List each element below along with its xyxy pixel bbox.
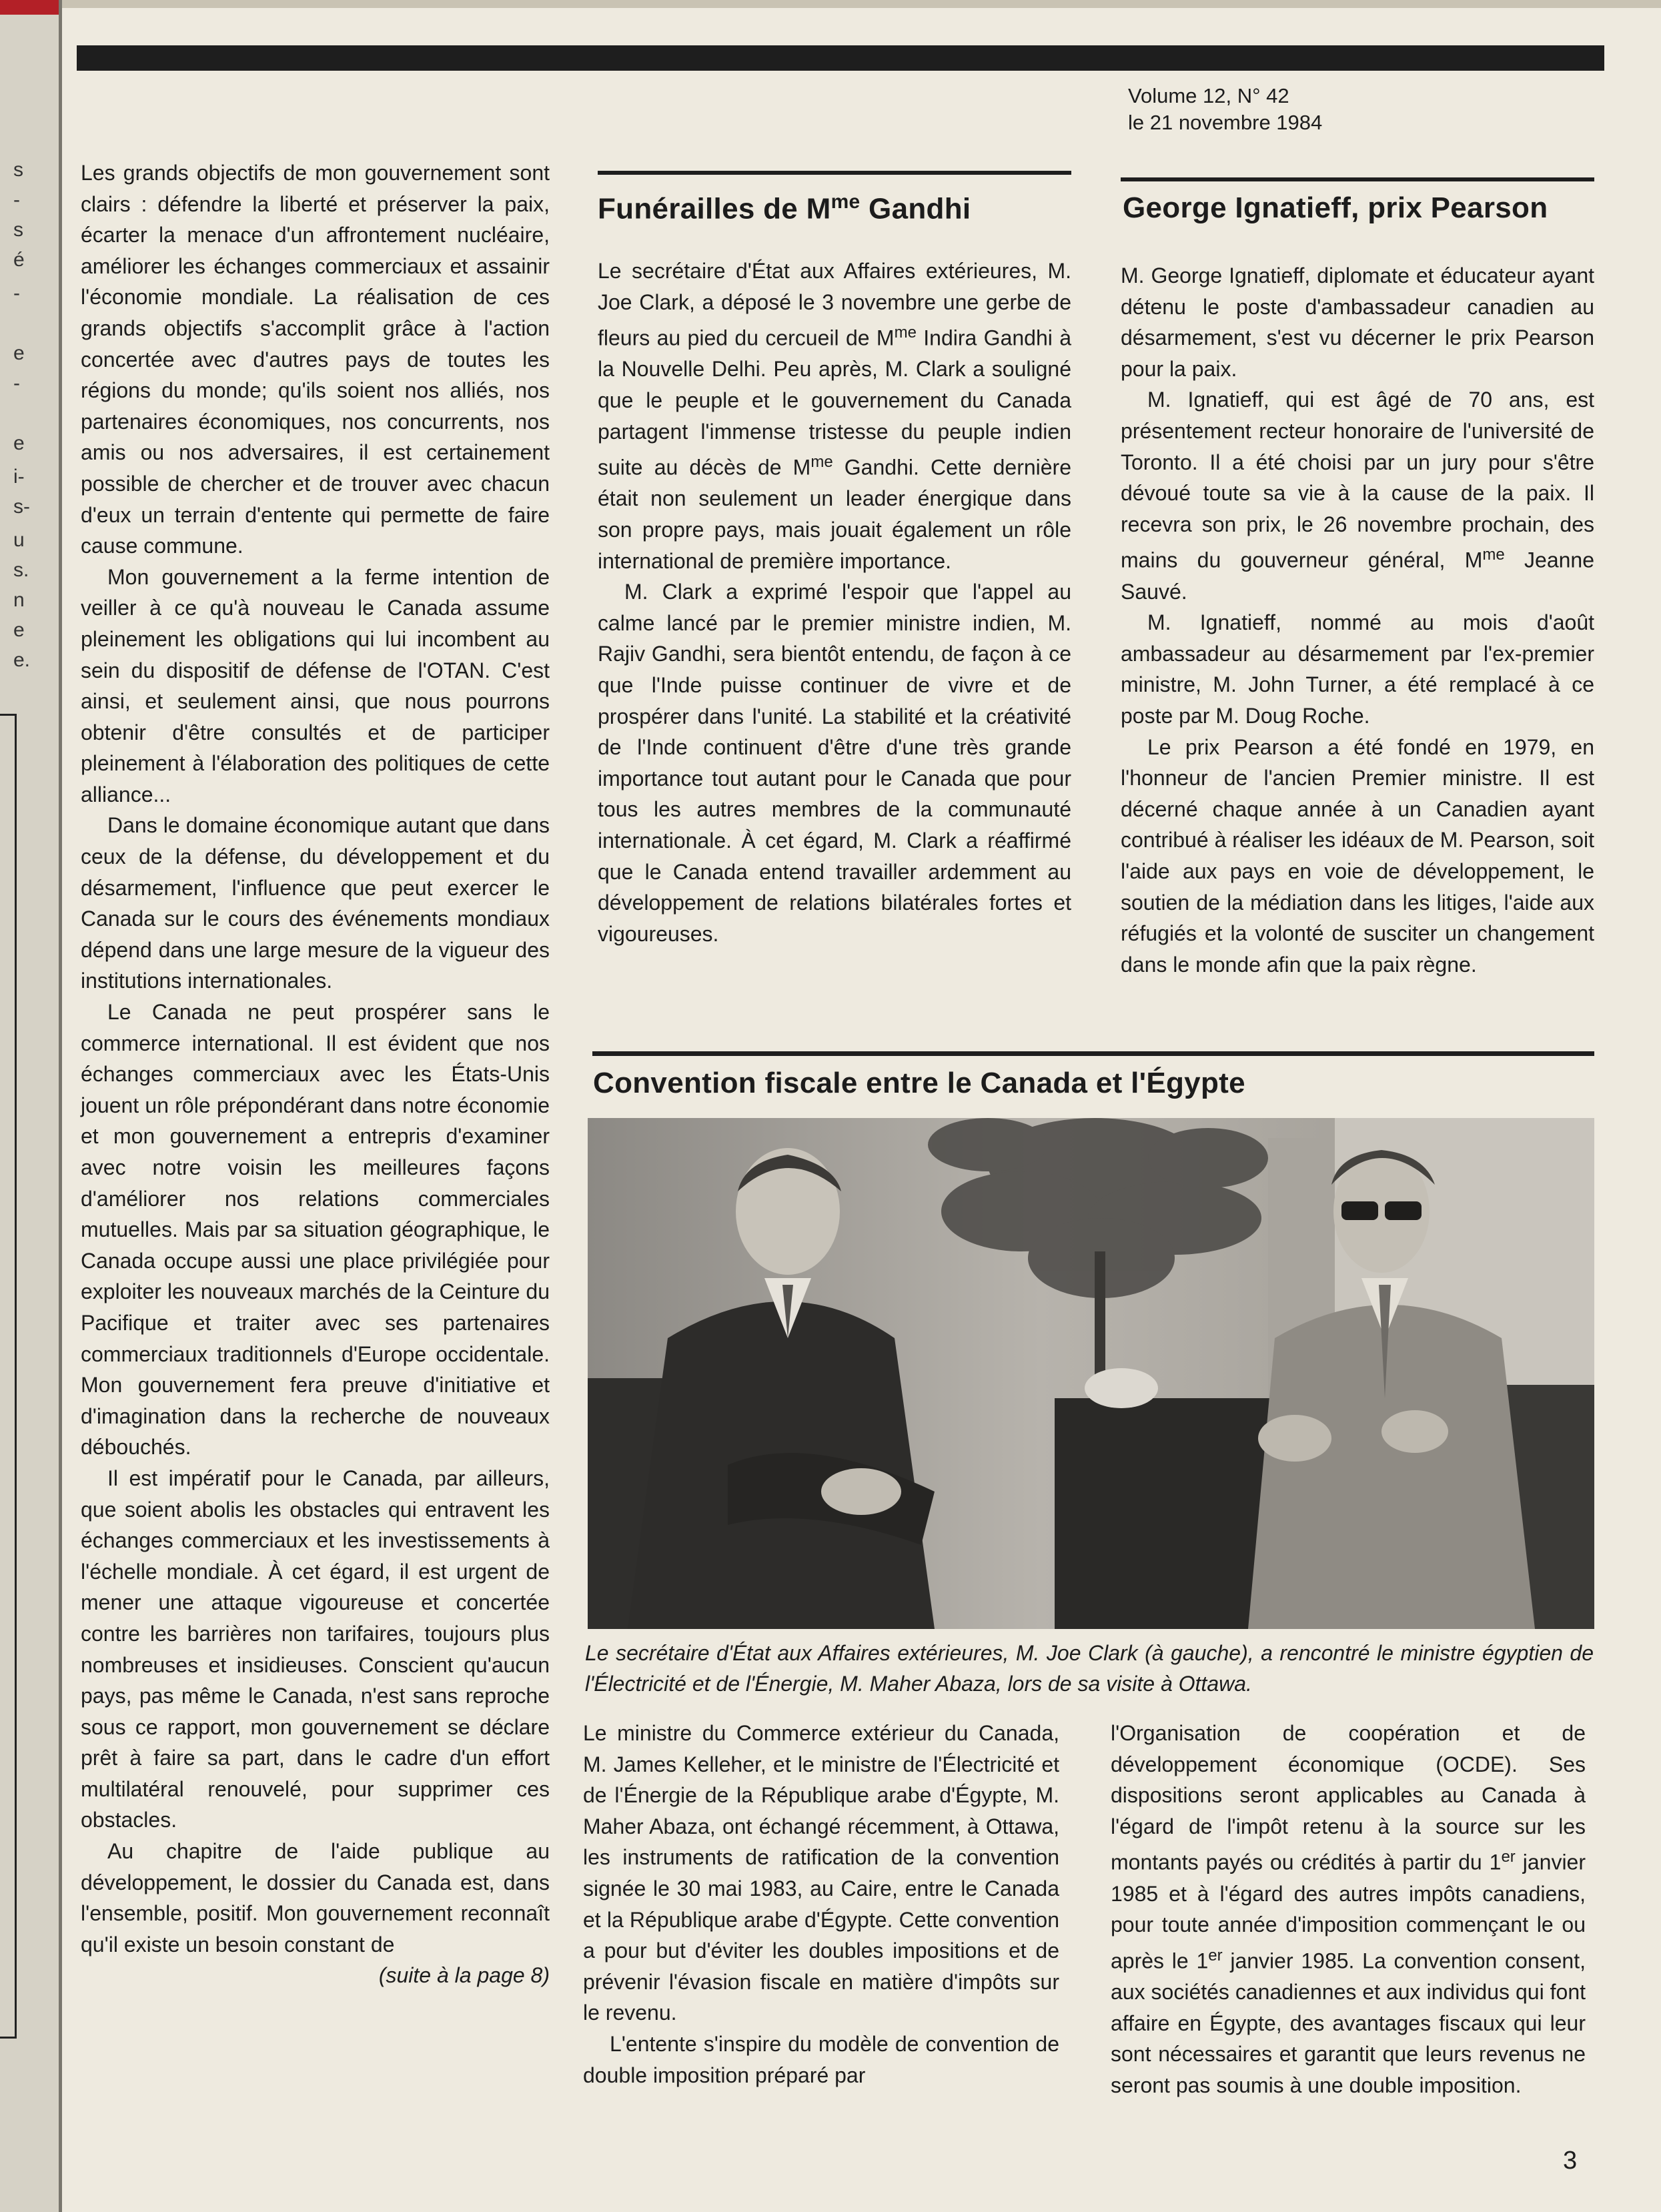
continued-note: (suite à la page 8) [378, 1963, 550, 1988]
gutter-fragment: e. [13, 649, 31, 671]
volume-number: Volume 12, N° 42 [1128, 84, 1289, 107]
issue-info [1128, 83, 1322, 136]
gutter-fragment: e [13, 619, 25, 641]
gutter-fragment: - [13, 282, 20, 304]
ignatieff-text: M. Ignatieff, qui est âgé de 70 ans, est présentement recteur honoraire de l'université de Toronto. Il a été choisi par un jury pour s'être dévoué toute sa vie à la cause de la paix. Il recevra son prix, le 26 novembre prochain, des mains du gouverneur général, M [1121, 388, 1594, 572]
egypt-body-right [1111, 1718, 1586, 2101]
egypt-text: l'Organisation de coopération et de développement économique (OCDE). Ses dispositions seront applicables au Canada à l'égard de l'impôt retenu à la source sur les montants payés ou crédités à partir du 1 [1111, 1721, 1586, 1875]
gandhi-text: Le secrétaire d'État aux Affaires extérieures, M. Joe Clark, a déposé le 3 novembre une gerbe de fleurs au pied du cercueil de M [598, 259, 1071, 350]
gutter-fragment: n [13, 589, 25, 611]
speech-paragraph: Dans le domaine économique autant que dans ceux de la défense, du développement et du désarmement, l'influence que peut exercer le Canada sur le cours des événements mondiaux dépend dans une large mesure de la vigueur des institutions internationales. [81, 813, 550, 993]
speech-paragraph: Au chapitre de l'aide publique au développement, le dossier du Canada est, dans l'ensemble, positif. Mon gouvernement reconnaît qu'il existe un besoin constant de [81, 1839, 550, 1957]
gutter-frame [0, 714, 17, 2039]
ignatieff-body [1121, 260, 1594, 980]
speech-paragraph: Mon gouvernement a la ferme intention de veiller à ce qu'à nouveau le Canada assume pleinement les obligations qui lui incombent au sein du dispositif de défense de l'OTAN. C'est ainsi, et seulement ainsi, que nous pourrons obtenir d'être consultés et de participer pleinement à l'élaboration des politiques de cette alliance... [81, 564, 550, 806]
speech-paragraph: Il est impératif pour le Canada, par ailleurs, que soient abolis les obstacles qui entravent les échanges commerciaux et les investissements à l'échelle mondiale. À cet égard, il est urgent de mener une attaque vigoureuse et concertée contre les barrières non tarifaires, toujours plus nombreuses et insidieuses. Conscient qu'aucun pays, pas même le Canada, n'est sans reproche sous ce rapport, mon gouvernement se déclare prêt à faire sa part, dans le cadre d'un effort multilatéral renouvelé, pour supprimer ces obstacles. [81, 1466, 550, 1832]
gutter-fragment: s. [13, 559, 29, 581]
ignatieff-paragraph-3: M. Ignatieff, nommé au mois d'août ambassadeur au désarmement par l'ex-premier ministre, M. John Turner, a été remplacé à ce poste par M. Doug Roche. [1121, 610, 1594, 728]
egypt-paragraph-2: L'entente s'inspire du modèle de convention de double imposition préparé par [583, 2031, 1059, 2087]
gutter-fragment: é [13, 249, 25, 271]
gandhi-sup: me [810, 453, 833, 472]
gutter-fragment: s- [13, 496, 30, 518]
speech-paragraph: Les grands objectifs de mon gouvernement sont clairs : défendre la liberté et préserver la paix, écarter la menace d'un affrontement nucléaire, améliorer les échanges commerciaux et assainir l'économie mondiale. La réalisation de ces grands objectifs s'accomplit grâce à l'action concertée avec d'autres pays de toutes les régions du monde; qu'ils soient nos alliés, nos partenaires économiques, nos concurrents, nos amis ou nos adversaires, il est certainement possible de chercher et de trouver avec chacun d'eux un terrain d'entente qui permette de faire cause commune. [81, 161, 550, 558]
gutter-fragment: i- [13, 466, 25, 488]
gandhi-title [598, 184, 971, 227]
meeting-photo [588, 1118, 1594, 1629]
page-top-edge [62, 0, 1661, 8]
egypt-paragraph-1: Le ministre du Commerce extérieur du Canada, M. James Kelleher, et le ministre de l'Électricité et de l'Énergie de la République arabe d'Égypte, M. Maher Abaza, ont échangé récemment, à Ottawa, les instruments de ratification de la convention signée le 30 mai 1983, au Caire, entre le Canada et la République arabe d'Égypte. Cette convention a pour but d'éviter les doubles impositions et de prévenir l'évasion fiscale en matière d'impôts sur le revenu. [583, 1721, 1059, 2025]
egypt-sup: er [1208, 1946, 1223, 1965]
newsletter-page [62, 0, 1661, 2212]
gandhi-text: Gandhi. Cette dernière était non seulement un leader énergique dans son propre pays, mais jouait également un rôle international de première importance. [598, 455, 1072, 573]
gutter-fragment: e [13, 342, 25, 364]
egypt-sup: er [1501, 1848, 1516, 1866]
gandhi-paragraph-2: M. Clark a exprimé l'espoir que l'appel au calme lancé par le premier ministre indien, M. Rajiv Gandhi, sera bientôt entendu, de façon à ce que l'Inde puisse continuer de vivre et de prospérer dans l'unité. La stabilité et la créativité de l'Inde continuent d'être d'une très grande importance tout autant pour le Canada que pour tous les autres membres de la communauté internationale. À cet égard, M. Clark a réaffirmé que le Canada entend travailler ardemment au développement de relations bilatérales fortes et vigoureuses. [598, 580, 1071, 946]
gutter-fragment: - [13, 372, 20, 394]
ignatieff-paragraph-4: Le prix Pearson a été fondé en 1979, en l'honneur de l'ancien Premier ministre. Il est décerné chaque année à un Canadien ayant contribué à réaliser les idéaux de M. Pearson, soit l'aide aux pays en voie de développement, le soutien de la médiation dans les litiges, l'aide aux réfugiés et la volonté de susciter un changement dans le monde afin que la paix règne. [1121, 734, 1594, 977]
gandhi-title-text-end: Gandhi [860, 192, 971, 225]
speech-column [81, 157, 550, 1991]
photo-caption: Le secrétaire d'État aux Affaires extérieures, M. Joe Clark (à gauche), a rencontré le ministre égyptien de l'Électricité et de l'Énergie, M. Maher Abaza, lors de sa visite à Ottawa. [585, 1641, 1594, 1696]
adjacent-page-gutter [0, 0, 62, 2212]
gandhi-title-sup: me [830, 191, 861, 213]
egypt-rule [592, 1051, 1594, 1056]
speech-paragraph: Le Canada ne peut prospérer sans le commerce international. Il est évident que nos échanges commerciaux avec les États-Unis jouent un rôle prépondérant dans notre économie et mon gouvernement a entrepris d'examiner avec notre voisin les meilleures façons d'améliorer nos relations commerciales mutuelles. Mais par sa situation géographique, le Canada occupe aussi une place privilégiée pour exploiter les nouveaux marchés de la Ceinture du Pacifique et traiter avec ses partenaires commerciaux traditionnels d'Europe occidentale. Mon gouvernement fera preuve d'initiative et d'imagination dans la recherche de nouveaux débouchés. [81, 1000, 550, 1460]
egypt-text: janvier 1985. La convention consent, aux sociétés canadiennes et aux individus qui font affaire en Égypte, des avantages fiscaux qui leur sont nécessaires et garantit que leurs revenus ne seront pas soumis à une double imposition. [1111, 1949, 1586, 2097]
page-number: 3 [1563, 2147, 1578, 2175]
ignatieff-paragraph-2 [1121, 384, 1594, 607]
egypt-title: Convention fiscale entre le Canada et l'Égypte [593, 1067, 1245, 1099]
egypt-text: janvier 1985 et à l'égard des autres impôts canadiens, pour toute année d'imposition commençant le ou après le 1 [1111, 1850, 1586, 1973]
issue-date: le 21 novembre 1984 [1128, 111, 1323, 134]
ignatieff-sup: me [1482, 546, 1505, 564]
ignatieff-title: George Ignatieff, prix Pearson [1123, 191, 1548, 224]
gutter-fragment: - [13, 189, 20, 211]
gandhi-paragraph-1 [598, 255, 1071, 576]
egypt-body-left [583, 1718, 1059, 2091]
gutter-fragment: s [13, 159, 23, 181]
gutter-fragment: e [13, 432, 25, 454]
gandhi-title-text: Funérailles de M [598, 192, 831, 225]
gandhi-rule [598, 171, 1071, 175]
ignatieff-rule [1121, 177, 1594, 181]
gutter-red-strip [0, 0, 59, 15]
gandhi-text: Indira Gandhi à la Nouvelle Delhi. Peu après, M. Clark a souligné que le peuple et le gouvernement du Canada partagent l'immense tristesse du peuple indien suite au décès de M [598, 326, 1072, 480]
header-bar [77, 45, 1604, 71]
meeting-photo-image [588, 1118, 1594, 1629]
egypt-paragraph-3 [1111, 1718, 1586, 2101]
ignatieff-paragraph-1: M. George Ignatieff, diplomate et éducateur ayant détenu le poste d'ambassadeur canadien au désarmement, s'est vu décerner le prix Pearson pour la paix. [1121, 263, 1594, 381]
gandhi-sup: me [894, 324, 917, 342]
gandhi-body [598, 255, 1071, 949]
gutter-fragment: s [13, 219, 23, 241]
ignatieff-text: Jeanne Sauvé. [1121, 548, 1595, 604]
gutter-fragment: u [13, 529, 25, 551]
